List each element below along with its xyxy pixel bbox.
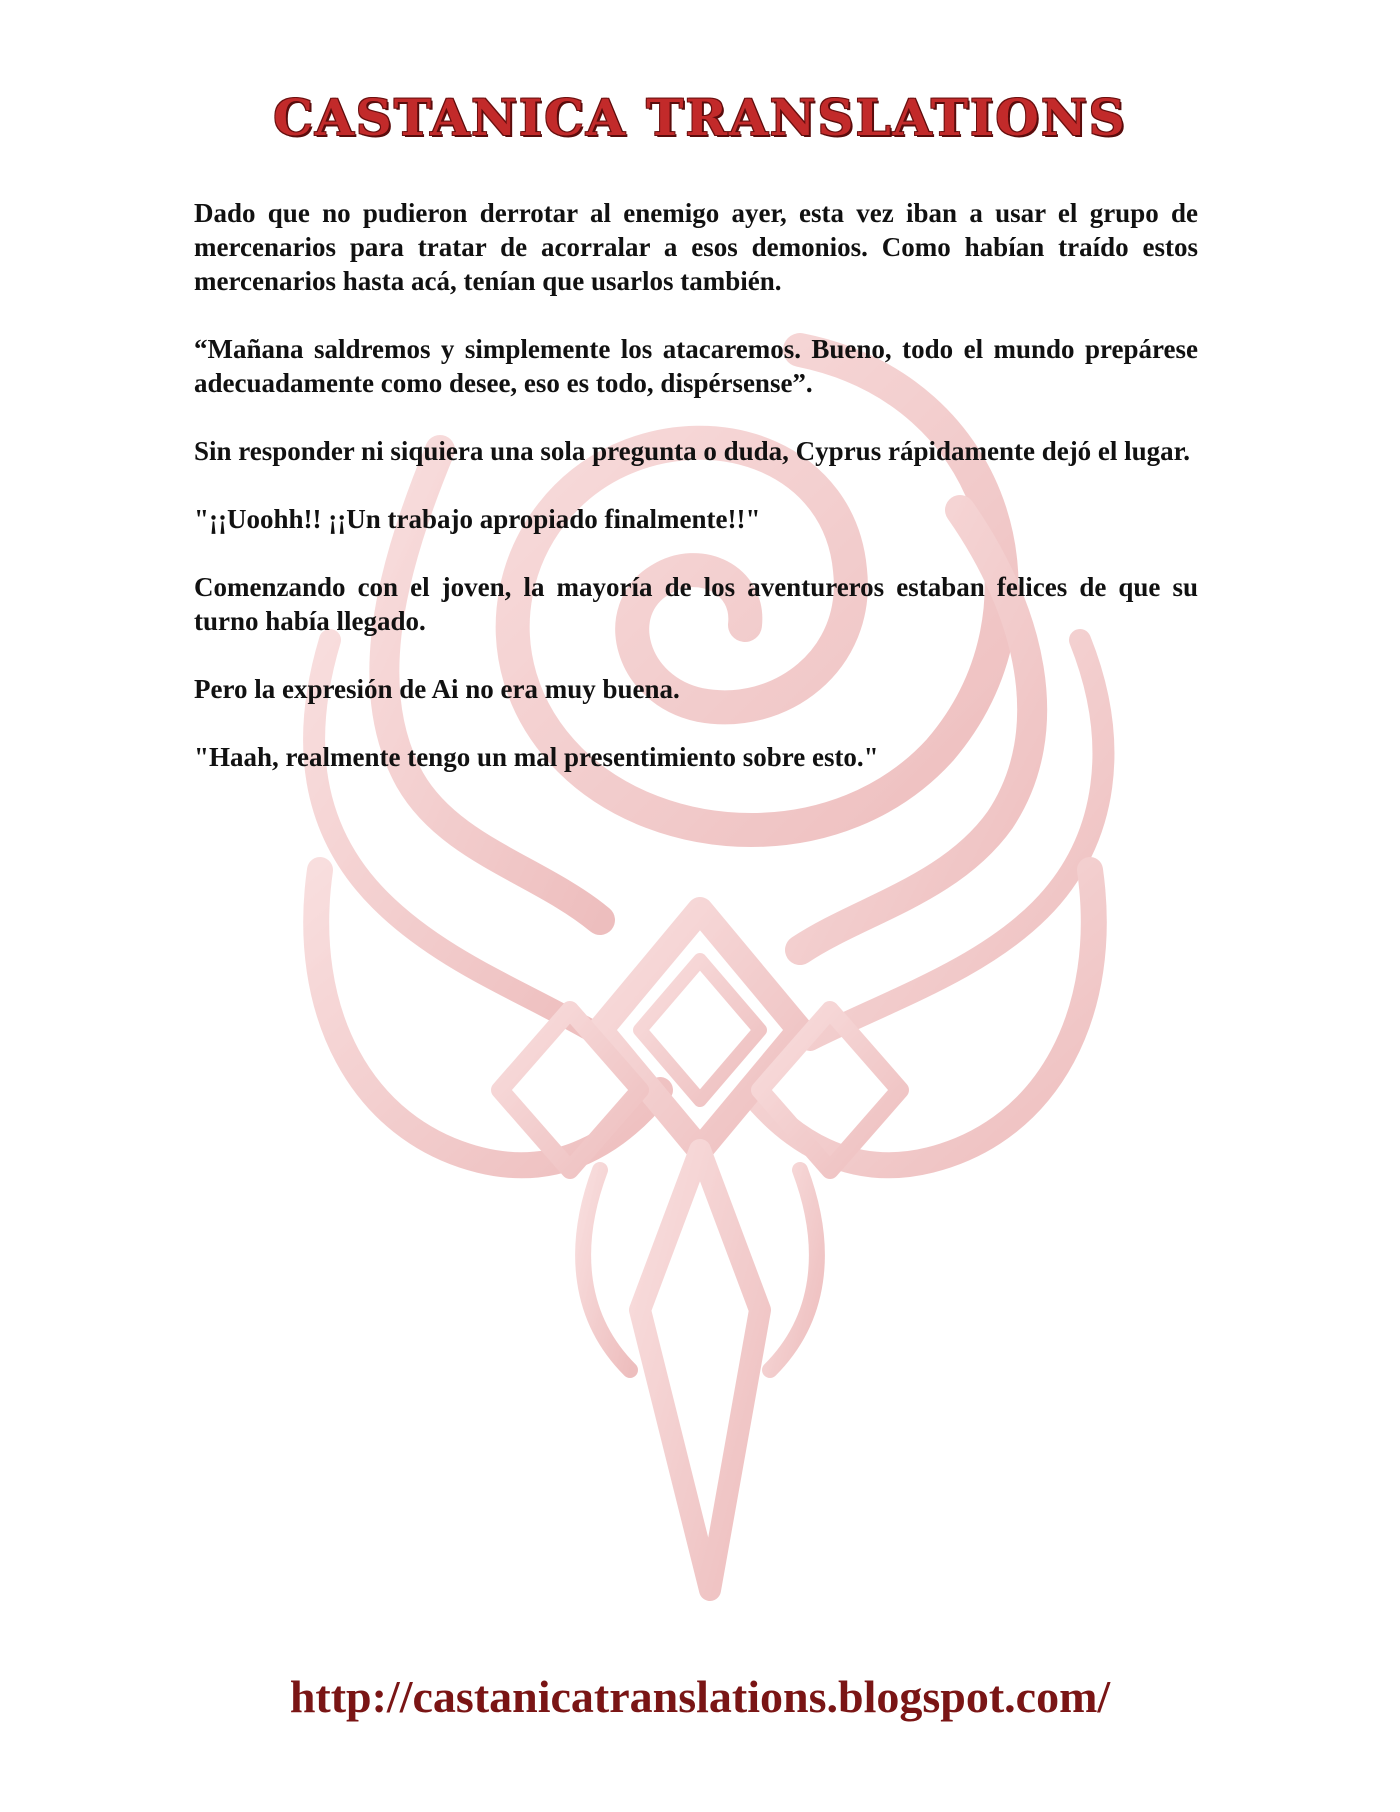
footer [0,1670,1400,1723]
paragraph-3: Sin responder ni siquiera una sola pregunta o duda, Cyprus rápidamente dejó el lugar. [194,436,1190,466]
document-body [194,196,1198,808]
paragraph-5: Comenzando con el joven, la mayoría de los aventureros estaban felices de que su turno había llegado. [194,572,1198,636]
paragraph-1: Dado que no pudieron derrotar al enemigo ayer, esta vez iban a usar el grupo de mercenarios para tratar de acorralar a esos demonios. Como habían traído estos mercenarios hasta acá, tenían que usarlos también. [194,198,1198,296]
paragraph-2: “Mañana saldremos y simplemente los atacaremos. Bueno, todo el mundo prepárese adecuadamente como desee, eso es todo, dispérsense”. [194,334,1198,398]
footer-url-link[interactable]: http://castanicatranslations.blogspot.com/ [289,1671,1111,1722]
paragraph-4: "¡¡Uoohh!! ¡¡Un trabajo apropiado finalmente!!" [194,504,761,534]
paragraph-6: Pero la expresión de Ai no era muy buena. [194,674,680,704]
paragraph-7: "Haah, realmente tengo un mal presentimiento sobre esto." [194,742,879,772]
header [0,88,1400,147]
site-title: CASTANICA TRANSLATIONS [273,88,1127,147]
